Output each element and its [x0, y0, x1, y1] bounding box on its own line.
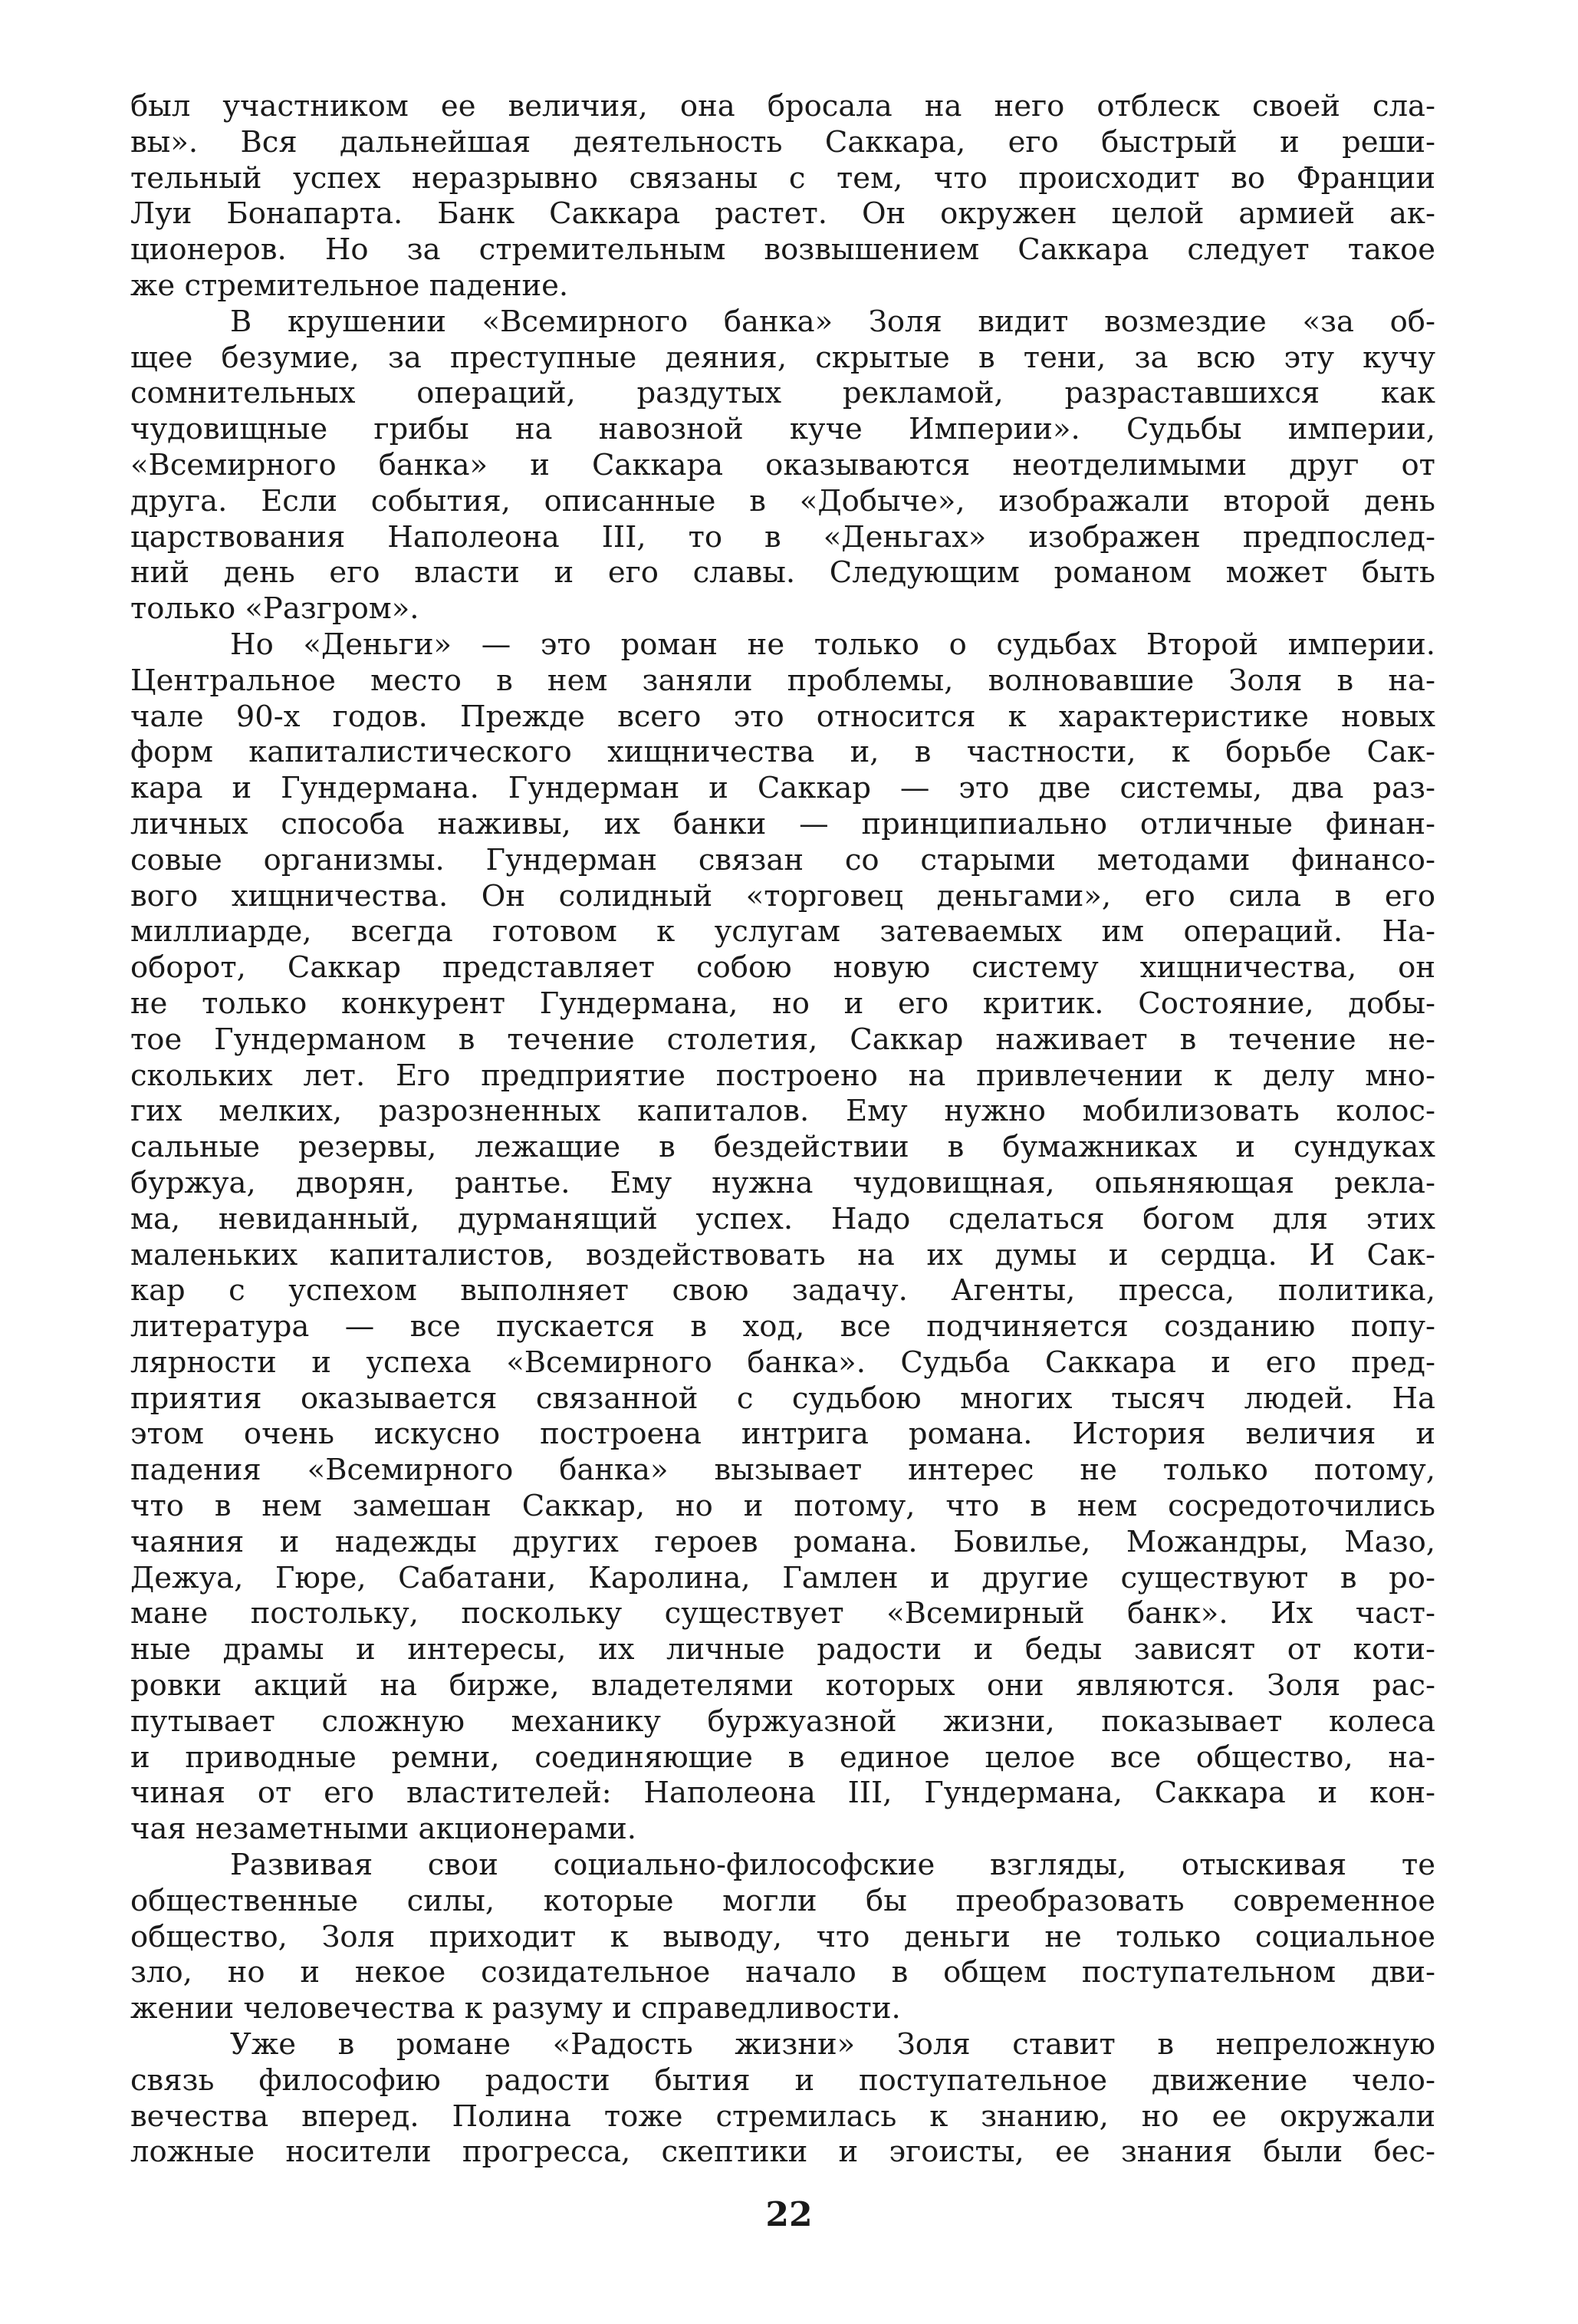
text-line: ционеров. Но за стремительным возвышением Саккара следует такое [130, 232, 1435, 268]
text-line: ма, невиданный, дурманящий успех. Надо сделаться богом для этих [130, 1201, 1435, 1236]
text-line: В крушении «Всемирного банка» Золя видит возмездие «за об- [230, 304, 1435, 339]
text-line: не только конкурент Гундермана, но и его критик. Состояние, добы- [130, 986, 1435, 1021]
text-line: общество, Золя приходит к выводу, что деньги не только социальное [130, 1919, 1435, 1954]
text-line: тое Гундерманом в течение столетия, Саккар наживает в течение не- [130, 1022, 1435, 1057]
text-line: чудовищные грибы на навозной куче Империи». Судьбы империи, [130, 412, 1435, 447]
text-line: связь философию радости бытия и поступательное движение чело- [130, 2062, 1435, 2098]
text-line: лярности и успеха «Всемирного банка». Судьба Саккара и его пред- [130, 1345, 1435, 1380]
text-line: Луи Бонапарта. Банк Саккара растет. Он окружен целой армией ак- [130, 196, 1435, 232]
text-line: чая незаметными акционерами. [130, 1812, 637, 1847]
text-line: царствования Наполеона III, то в «Деньгах» изображен предпослед- [130, 519, 1435, 555]
text-line: общественные силы, которые могли бы преобразовать современное [130, 1883, 1435, 1918]
text-line: чаяния и надежды других героев романа. Бовилье, Можандры, Мазо, [130, 1524, 1435, 1559]
text-line: сомнительных операций, раздутых рекламой, разраставшихся как [130, 376, 1435, 411]
text-line: оборот, Саккар представляет собою новую систему хищничества, он [130, 950, 1435, 986]
text-line: Дежуа, Гюре, Сабатани, Каролина, Гамлен и другие существуют в ро- [130, 1560, 1435, 1595]
text-line: чиная от его властителей: Наполеона III, Гундермана, Саккара и кон- [130, 1776, 1435, 1811]
page-body [130, 89, 1435, 2171]
text-line: что в нем замешан Саккар, но и потому, что в нем сосредоточились [130, 1489, 1435, 1524]
text-line: форм капиталистического хищничества и, в частности, к борьбе Сак- [130, 735, 1435, 770]
text-line: литература — все пускается в ход, все подчиняется созданию попу- [130, 1309, 1435, 1345]
text-line: ний день его власти и его славы. Следующим романом может быть [130, 555, 1435, 591]
text-line: вечества вперед. Полина тоже стремилась к знанию, но ее окружали [130, 2099, 1435, 2134]
paragraph-5 [130, 2027, 1435, 2171]
text-line: личных способа наживы, их банки — принципиально отличные финан- [130, 806, 1435, 841]
text-line: Центральное место в нем заняли проблемы, волновавшие Золя в на- [130, 663, 1435, 698]
paragraph-2 [130, 304, 1435, 627]
text-line: путывает сложную механику буржуазной жизни, показывает колеса [130, 1703, 1435, 1739]
text-line: падения «Всемирного банка» вызывает интерес не только потому, [130, 1453, 1435, 1488]
text-line: буржуа, дворян, рантье. Ему нужна чудовищная, опьяняющая рекла- [130, 1165, 1435, 1200]
text-line: приятия оказывается связанной с судьбою многих тысяч людей. На [130, 1381, 1435, 1416]
page-number: 22 [765, 2195, 813, 2234]
text-line: совые организмы. Гундерман связан со старыми методами финансо- [130, 842, 1435, 877]
text-line: жении человечества к разуму и справедливости. [130, 1991, 901, 2026]
text-line: сальные резервы, лежащие в бездействии в бумажниках и сундуках [130, 1130, 1435, 1165]
paragraph-4 [130, 1848, 1435, 2027]
text-line: только «Разгром». [130, 591, 419, 627]
text-line: ровки акций на бирже, владетелями которых они являются. Золя рас- [130, 1668, 1435, 1703]
text-line: чале 90-х годов. Прежде всего это относится к характеристике новых [130, 699, 1435, 734]
text-line: кар с успехом выполняет свою задачу. Агенты, пресса, политика, [130, 1273, 1435, 1308]
text-line: ные драмы и интересы, их личные радости и беды зависят от коти- [130, 1632, 1435, 1667]
paragraph-3 [130, 627, 1435, 1848]
text-line: Но «Деньги» — это роман не только о судьбах Второй империи. [230, 627, 1435, 662]
text-line: Развивая свои социально-философские взгляды, отыскивая те [230, 1848, 1435, 1883]
text-line: маленьких капиталистов, воздействовать на их думы и сердца. И Сак- [130, 1237, 1435, 1272]
text-line: миллиарде, всегда готовом к услугам затеваемых им операций. На- [130, 914, 1435, 950]
text-line: этом очень искусно построена интрига романа. История величия и [130, 1417, 1435, 1452]
text-line: гих мелких, разрозненных капиталов. Ему нужно мобилизовать колос- [130, 1094, 1435, 1129]
text-line: вы». Вся дальнейшая деятельность Саккара, его быстрый и реши- [130, 124, 1435, 160]
text-line: скольких лет. Его предприятие построено на привлечении к делу мно- [130, 1058, 1435, 1093]
text-line: тельный успех неразрывно связаны с тем, что происходит во Франции [130, 160, 1435, 196]
text-line: зло, но и некое созидательное начало в общем поступательном дви- [130, 1955, 1435, 1990]
text-line: же стремительное падение. [130, 268, 569, 303]
text-line: друга. Если события, описанные в «Добыче», изображали второй день [130, 483, 1435, 518]
text-line: Уже в романе «Радость жизни» Золя ставит в непреложную [230, 2027, 1435, 2062]
paragraph-1 [130, 89, 1435, 304]
text-line: «Всемирного банка» и Саккара оказываются неотделимыми друг от [130, 447, 1435, 482]
text-line: мане постольку, поскольку существует «Всемирный банк». Их част- [130, 1596, 1435, 1631]
text-line: кара и Гундермана. Гундерман и Саккар — это две системы, два раз- [130, 771, 1435, 806]
text-line: вого хищничества. Он солидный «торговец деньгами», его сила в его [130, 878, 1435, 913]
text-line: ложные носители прогресса, скептики и эгоисты, ее знания были бес- [130, 2135, 1435, 2170]
text-line: был участником ее величия, она бросала на него отблеск своей сла- [130, 89, 1435, 123]
text-line: щее безумие, за преступные деяния, скрытые в тени, за всю эту кучу [130, 340, 1435, 375]
text-line: и приводные ремни, соединяющие в единое целое все общество, на- [130, 1740, 1435, 1775]
